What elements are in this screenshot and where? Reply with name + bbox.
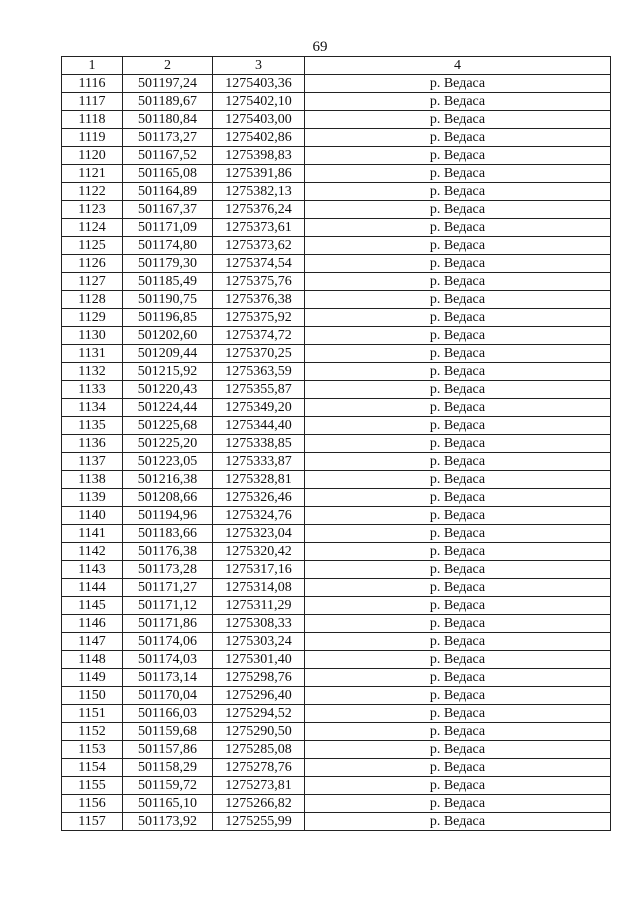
point-number-cell: 1121 <box>62 165 123 183</box>
y-coordinate-cell: 1275298,76 <box>213 669 305 687</box>
point-number-cell: 1140 <box>62 507 123 525</box>
point-number-cell: 1149 <box>62 669 123 687</box>
object-name-cell: р. Ведаса <box>305 327 611 345</box>
coordinates-table <box>61 56 611 831</box>
y-coordinate-cell: 1275370,25 <box>213 345 305 363</box>
object-name-cell: р. Ведаса <box>305 723 611 741</box>
x-coordinate-cell: 501215,92 <box>123 363 213 381</box>
object-name-cell: р. Ведаса <box>305 759 611 777</box>
point-number-cell: 1151 <box>62 705 123 723</box>
y-coordinate-cell: 1275398,83 <box>213 147 305 165</box>
point-number-cell: 1128 <box>62 291 123 309</box>
point-number-cell: 1153 <box>62 741 123 759</box>
table-row <box>62 93 611 111</box>
y-coordinate-cell: 1275324,76 <box>213 507 305 525</box>
object-name-cell: р. Ведаса <box>305 435 611 453</box>
object-name-cell: р. Ведаса <box>305 291 611 309</box>
object-name-cell: р. Ведаса <box>305 183 611 201</box>
object-name-cell: р. Ведаса <box>305 651 611 669</box>
object-name-cell: р. Ведаса <box>305 687 611 705</box>
y-coordinate-cell: 1275402,86 <box>213 129 305 147</box>
x-coordinate-cell: 501208,66 <box>123 489 213 507</box>
y-coordinate-cell: 1275391,86 <box>213 165 305 183</box>
object-name-cell: р. Ведаса <box>305 93 611 111</box>
y-coordinate-cell: 1275294,52 <box>213 705 305 723</box>
y-coordinate-cell: 1275374,72 <box>213 327 305 345</box>
point-number-cell: 1133 <box>62 381 123 399</box>
table-row <box>62 129 611 147</box>
x-coordinate-cell: 501167,37 <box>123 201 213 219</box>
object-name-cell: р. Ведаса <box>305 561 611 579</box>
table-row <box>62 471 611 489</box>
object-name-cell: р. Ведаса <box>305 147 611 165</box>
table-row <box>62 75 611 93</box>
y-coordinate-cell: 1275402,10 <box>213 93 305 111</box>
object-name-cell: р. Ведаса <box>305 489 611 507</box>
y-coordinate-cell: 1275374,54 <box>213 255 305 273</box>
x-coordinate-cell: 501159,68 <box>123 723 213 741</box>
y-coordinate-cell: 1275273,81 <box>213 777 305 795</box>
table-row <box>62 741 611 759</box>
x-coordinate-cell: 501174,06 <box>123 633 213 651</box>
page-number: 69 <box>312 39 328 55</box>
object-name-cell: р. Ведаса <box>305 633 611 651</box>
x-coordinate-cell: 501202,60 <box>123 327 213 345</box>
table-row <box>62 309 611 327</box>
y-coordinate-cell: 1275308,33 <box>213 615 305 633</box>
table-row <box>62 687 611 705</box>
object-name-cell: р. Ведаса <box>305 579 611 597</box>
x-coordinate-cell: 501167,52 <box>123 147 213 165</box>
table-row <box>62 633 611 651</box>
table-row <box>62 543 611 561</box>
table-row <box>62 381 611 399</box>
y-coordinate-cell: 1275338,85 <box>213 435 305 453</box>
table-row <box>62 255 611 273</box>
table-row <box>62 453 611 471</box>
y-coordinate-cell: 1275301,40 <box>213 651 305 669</box>
table-row <box>62 705 611 723</box>
point-number-cell: 1157 <box>62 813 123 831</box>
table-row <box>62 111 611 129</box>
object-name-cell: р. Ведаса <box>305 399 611 417</box>
point-number-cell: 1132 <box>62 363 123 381</box>
table-header <box>62 57 611 75</box>
column-header-2: 2 <box>123 57 213 75</box>
y-coordinate-cell: 1275355,87 <box>213 381 305 399</box>
point-number-cell: 1130 <box>62 327 123 345</box>
x-coordinate-cell: 501173,14 <box>123 669 213 687</box>
x-coordinate-cell: 501165,10 <box>123 795 213 813</box>
table-row <box>62 507 611 525</box>
y-coordinate-cell: 1275285,08 <box>213 741 305 759</box>
x-coordinate-cell: 501180,84 <box>123 111 213 129</box>
point-number-cell: 1124 <box>62 219 123 237</box>
y-coordinate-cell: 1275376,38 <box>213 291 305 309</box>
table-row <box>62 597 611 615</box>
point-number-cell: 1126 <box>62 255 123 273</box>
column-header-1: 1 <box>62 57 123 75</box>
point-number-cell: 1120 <box>62 147 123 165</box>
x-coordinate-cell: 501179,30 <box>123 255 213 273</box>
table-row <box>62 417 611 435</box>
table-row <box>62 651 611 669</box>
object-name-cell: р. Ведаса <box>305 453 611 471</box>
point-number-cell: 1152 <box>62 723 123 741</box>
y-coordinate-cell: 1275376,24 <box>213 201 305 219</box>
y-coordinate-cell: 1275314,08 <box>213 579 305 597</box>
point-number-cell: 1138 <box>62 471 123 489</box>
point-number-cell: 1127 <box>62 273 123 291</box>
y-coordinate-cell: 1275375,76 <box>213 273 305 291</box>
object-name-cell: р. Ведаса <box>305 669 611 687</box>
x-coordinate-cell: 501185,49 <box>123 273 213 291</box>
point-number-cell: 1146 <box>62 615 123 633</box>
point-number-cell: 1148 <box>62 651 123 669</box>
y-coordinate-cell: 1275375,92 <box>213 309 305 327</box>
object-name-cell: р. Ведаса <box>305 597 611 615</box>
column-header-3: 3 <box>213 57 305 75</box>
object-name-cell: р. Ведаса <box>305 201 611 219</box>
object-name-cell: р. Ведаса <box>305 507 611 525</box>
y-coordinate-cell: 1275333,87 <box>213 453 305 471</box>
x-coordinate-cell: 501183,66 <box>123 525 213 543</box>
object-name-cell: р. Ведаса <box>305 75 611 93</box>
object-name-cell: р. Ведаса <box>305 273 611 291</box>
object-name-cell: р. Ведаса <box>305 309 611 327</box>
point-number-cell: 1145 <box>62 597 123 615</box>
x-coordinate-cell: 501159,72 <box>123 777 213 795</box>
table-row <box>62 147 611 165</box>
y-coordinate-cell: 1275328,81 <box>213 471 305 489</box>
x-coordinate-cell: 501194,96 <box>123 507 213 525</box>
y-coordinate-cell: 1275344,40 <box>213 417 305 435</box>
point-number-cell: 1137 <box>62 453 123 471</box>
point-number-cell: 1118 <box>62 111 123 129</box>
y-coordinate-cell: 1275373,61 <box>213 219 305 237</box>
x-coordinate-cell: 501173,27 <box>123 129 213 147</box>
x-coordinate-cell: 501225,68 <box>123 417 213 435</box>
table-row <box>62 579 611 597</box>
table-body <box>62 75 611 831</box>
table-row <box>62 777 611 795</box>
point-number-cell: 1155 <box>62 777 123 795</box>
object-name-cell: р. Ведаса <box>305 219 611 237</box>
object-name-cell: р. Ведаса <box>305 615 611 633</box>
x-coordinate-cell: 501189,67 <box>123 93 213 111</box>
table-row <box>62 525 611 543</box>
table-row <box>62 759 611 777</box>
table-row <box>62 615 611 633</box>
y-coordinate-cell: 1275326,46 <box>213 489 305 507</box>
table-row <box>62 435 611 453</box>
point-number-cell: 1136 <box>62 435 123 453</box>
point-number-cell: 1150 <box>62 687 123 705</box>
x-coordinate-cell: 501174,03 <box>123 651 213 669</box>
point-number-cell: 1156 <box>62 795 123 813</box>
x-coordinate-cell: 501173,28 <box>123 561 213 579</box>
table-row <box>62 273 611 291</box>
point-number-cell: 1125 <box>62 237 123 255</box>
x-coordinate-cell: 501165,08 <box>123 165 213 183</box>
y-coordinate-cell: 1275320,42 <box>213 543 305 561</box>
x-coordinate-cell: 501170,04 <box>123 687 213 705</box>
object-name-cell: р. Ведаса <box>305 363 611 381</box>
x-coordinate-cell: 501171,09 <box>123 219 213 237</box>
x-coordinate-cell: 501171,12 <box>123 597 213 615</box>
table-row <box>62 669 611 687</box>
table-row <box>62 165 611 183</box>
x-coordinate-cell: 501157,86 <box>123 741 213 759</box>
y-coordinate-cell: 1275278,76 <box>213 759 305 777</box>
table-row <box>62 795 611 813</box>
x-coordinate-cell: 501224,44 <box>123 399 213 417</box>
y-coordinate-cell: 1275296,40 <box>213 687 305 705</box>
object-name-cell: р. Ведаса <box>305 777 611 795</box>
point-number-cell: 1154 <box>62 759 123 777</box>
x-coordinate-cell: 501209,44 <box>123 345 213 363</box>
point-number-cell: 1131 <box>62 345 123 363</box>
x-coordinate-cell: 501171,86 <box>123 615 213 633</box>
point-number-cell: 1139 <box>62 489 123 507</box>
object-name-cell: р. Ведаса <box>305 417 611 435</box>
object-name-cell: р. Ведаса <box>305 111 611 129</box>
object-name-cell: р. Ведаса <box>305 381 611 399</box>
header-row <box>62 57 611 75</box>
point-number-cell: 1119 <box>62 129 123 147</box>
x-coordinate-cell: 501171,27 <box>123 579 213 597</box>
y-coordinate-cell: 1275255,99 <box>213 813 305 831</box>
x-coordinate-cell: 501225,20 <box>123 435 213 453</box>
object-name-cell: р. Ведаса <box>305 795 611 813</box>
x-coordinate-cell: 501196,85 <box>123 309 213 327</box>
point-number-cell: 1129 <box>62 309 123 327</box>
x-coordinate-cell: 501158,29 <box>123 759 213 777</box>
x-coordinate-cell: 501216,38 <box>123 471 213 489</box>
object-name-cell: р. Ведаса <box>305 543 611 561</box>
y-coordinate-cell: 1275403,36 <box>213 75 305 93</box>
table-row <box>62 237 611 255</box>
column-header-4: 4 <box>305 57 611 75</box>
table-row <box>62 345 611 363</box>
x-coordinate-cell: 501220,43 <box>123 381 213 399</box>
object-name-cell: р. Ведаса <box>305 345 611 363</box>
point-number-cell: 1147 <box>62 633 123 651</box>
table-row <box>62 561 611 579</box>
object-name-cell: р. Ведаса <box>305 741 611 759</box>
table-row <box>62 489 611 507</box>
table-row <box>62 291 611 309</box>
point-number-cell: 1141 <box>62 525 123 543</box>
x-coordinate-cell: 501164,89 <box>123 183 213 201</box>
point-number-cell: 1117 <box>62 93 123 111</box>
point-number-cell: 1123 <box>62 201 123 219</box>
table-row <box>62 327 611 345</box>
object-name-cell: р. Ведаса <box>305 237 611 255</box>
x-coordinate-cell: 501173,92 <box>123 813 213 831</box>
point-number-cell: 1143 <box>62 561 123 579</box>
y-coordinate-cell: 1275290,50 <box>213 723 305 741</box>
point-number-cell: 1116 <box>62 75 123 93</box>
y-coordinate-cell: 1275382,13 <box>213 183 305 201</box>
point-number-cell: 1134 <box>62 399 123 417</box>
object-name-cell: р. Ведаса <box>305 471 611 489</box>
y-coordinate-cell: 1275363,59 <box>213 363 305 381</box>
y-coordinate-cell: 1275317,16 <box>213 561 305 579</box>
object-name-cell: р. Ведаса <box>305 705 611 723</box>
y-coordinate-cell: 1275303,24 <box>213 633 305 651</box>
point-number-cell: 1144 <box>62 579 123 597</box>
y-coordinate-cell: 1275403,00 <box>213 111 305 129</box>
x-coordinate-cell: 501223,05 <box>123 453 213 471</box>
y-coordinate-cell: 1275323,04 <box>213 525 305 543</box>
x-coordinate-cell: 501190,75 <box>123 291 213 309</box>
y-coordinate-cell: 1275266,82 <box>213 795 305 813</box>
table-row <box>62 201 611 219</box>
object-name-cell: р. Ведаса <box>305 129 611 147</box>
table-row <box>62 813 611 831</box>
point-number-cell: 1142 <box>62 543 123 561</box>
y-coordinate-cell: 1275311,29 <box>213 597 305 615</box>
object-name-cell: р. Ведаса <box>305 525 611 543</box>
object-name-cell: р. Ведаса <box>305 255 611 273</box>
table-row <box>62 219 611 237</box>
point-number-cell: 1135 <box>62 417 123 435</box>
object-name-cell: р. Ведаса <box>305 165 611 183</box>
x-coordinate-cell: 501197,24 <box>123 75 213 93</box>
x-coordinate-cell: 501176,38 <box>123 543 213 561</box>
object-name-cell: р. Ведаса <box>305 813 611 831</box>
x-coordinate-cell: 501174,80 <box>123 237 213 255</box>
y-coordinate-cell: 1275349,20 <box>213 399 305 417</box>
point-number-cell: 1122 <box>62 183 123 201</box>
table-row <box>62 363 611 381</box>
table-row <box>62 723 611 741</box>
table-row <box>62 399 611 417</box>
table-row <box>62 183 611 201</box>
y-coordinate-cell: 1275373,62 <box>213 237 305 255</box>
x-coordinate-cell: 501166,03 <box>123 705 213 723</box>
